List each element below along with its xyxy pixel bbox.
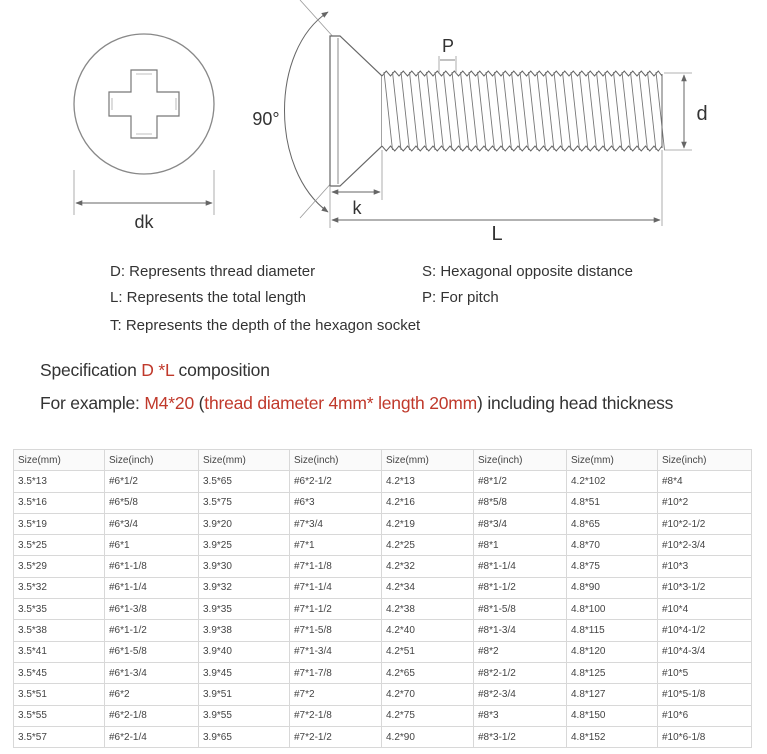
col-header: Size(inch) [658, 450, 752, 471]
table-cell: 3.5*29 [14, 556, 105, 577]
table-cell: 3.5*13 [14, 471, 105, 492]
table-row [14, 599, 752, 620]
table-cell: 3.9*35 [199, 599, 290, 620]
table-row [14, 492, 752, 513]
table-row [14, 662, 752, 683]
table-cell: 3.9*40 [199, 641, 290, 662]
screw-side-view [330, 36, 665, 186]
table-cell: 4.2*102 [567, 471, 658, 492]
table-cell: 4.8*120 [567, 641, 658, 662]
table-cell: 4.2*16 [382, 492, 474, 513]
table-cell: 3.9*45 [199, 662, 290, 683]
table-cell: #6*1/2 [105, 471, 199, 492]
table-row [14, 641, 752, 662]
table-cell: #7*1-1/8 [290, 556, 382, 577]
table-cell: #7*1-1/2 [290, 599, 382, 620]
table-cell: 3.9*20 [199, 513, 290, 534]
table-cell: 4.8*51 [567, 492, 658, 513]
col-header: Size(mm) [567, 450, 658, 471]
table-cell: 3.5*55 [14, 705, 105, 726]
table-cell: 3.5*51 [14, 684, 105, 705]
table-cell: #7*2-1/2 [290, 726, 382, 747]
table-cell: 4.8*150 [567, 705, 658, 726]
table-cell: #10*3-1/2 [658, 577, 752, 598]
table-cell: #6*3/4 [105, 513, 199, 534]
table-cell: #10*2 [658, 492, 752, 513]
table-cell: #10*6 [658, 705, 752, 726]
table-cell: 3.5*75 [199, 492, 290, 513]
d-label: d [696, 103, 708, 125]
table-cell: #7*2 [290, 684, 382, 705]
table-cell: #6*2-1/2 [290, 471, 382, 492]
spec-formula: D *L [141, 360, 174, 380]
legend-d: D: Represents thread diameter [110, 263, 316, 280]
spec-suffix: composition [173, 360, 270, 380]
table-cell: #8*1/2 [474, 471, 567, 492]
table-cell: #10*2-1/2 [658, 513, 752, 534]
table-cell: #7*2-1/8 [290, 705, 382, 726]
table-cell: 3.5*16 [14, 492, 105, 513]
table-cell: 3.5*41 [14, 641, 105, 662]
table-cell: 4.8*125 [567, 662, 658, 683]
l-label: L [491, 223, 503, 245]
table-cell: 3.9*25 [199, 535, 290, 556]
table-header-row [14, 450, 752, 471]
table-row [14, 577, 752, 598]
table-cell: #8*2 [474, 641, 567, 662]
table-cell: #6*1-3/4 [105, 662, 199, 683]
dk-label: dk [134, 212, 154, 232]
table-row [14, 556, 752, 577]
legend-l: L: Represents the total length [110, 289, 306, 306]
table-cell: #6*1-1/4 [105, 577, 199, 598]
table-cell: #8*2-3/4 [474, 684, 567, 705]
phillips-cross-icon [109, 70, 179, 138]
table-cell: #10*4-1/2 [658, 620, 752, 641]
table-cell: 4.2*25 [382, 535, 474, 556]
table-cell: #8*1-3/4 [474, 620, 567, 641]
example-prefix: For example: [40, 393, 145, 413]
table-cell: #6*1-1/2 [105, 620, 199, 641]
table-cell: #7*1-5/8 [290, 620, 382, 641]
pitch-label: P [441, 36, 455, 56]
table-cell: #7*1 [290, 535, 382, 556]
table-cell: 4.8*100 [567, 599, 658, 620]
head-top-view [74, 34, 214, 232]
pitch-indicator [439, 36, 456, 74]
size-table [13, 449, 752, 748]
table-cell: #6*2-1/8 [105, 705, 199, 726]
table-cell: #10*4 [658, 599, 752, 620]
col-header: Size(inch) [290, 450, 382, 471]
table-cell: #7*3/4 [290, 513, 382, 534]
table-cell: #10*2-3/4 [658, 535, 752, 556]
table-cell: #7*1-7/8 [290, 662, 382, 683]
table-cell: #6*2 [105, 684, 199, 705]
table-cell: #10*5 [658, 662, 752, 683]
table-cell: 3.5*38 [14, 620, 105, 641]
table-row [14, 535, 752, 556]
table-cell: 4.2*90 [382, 726, 474, 747]
table-cell: #7*1-1/4 [290, 577, 382, 598]
legend-p: P: For pitch [422, 289, 499, 306]
example-suffix: ) including head thickness [477, 393, 674, 413]
screw-diagram [0, 0, 767, 250]
example-size: M4*20 [144, 393, 194, 413]
table-cell: 3.5*45 [14, 662, 105, 683]
table-cell: #8*3/4 [474, 513, 567, 534]
table-row [14, 726, 752, 747]
table-cell: #10*3 [658, 556, 752, 577]
table-cell: 4.2*40 [382, 620, 474, 641]
k-label: k [352, 198, 362, 218]
table-cell: 4.2*19 [382, 513, 474, 534]
table-cell: #8*1-1/4 [474, 556, 567, 577]
example-paren: ( [193, 393, 205, 413]
table-cell: #10*6-1/8 [658, 726, 752, 747]
table-cell: #8*1 [474, 535, 567, 556]
table-cell: 4.8*70 [567, 535, 658, 556]
table-cell: 4.2*75 [382, 705, 474, 726]
table-cell: 3.5*57 [14, 726, 105, 747]
col-header: Size(mm) [382, 450, 474, 471]
col-header: Size(mm) [199, 450, 290, 471]
col-header: Size(inch) [105, 450, 199, 471]
table-cell: 4.8*90 [567, 577, 658, 598]
angle-indicator [252, 0, 336, 218]
example-explanation: thread diameter 4mm* length 20mm [204, 393, 478, 413]
spec-prefix: Specification [40, 360, 142, 380]
table-row [14, 620, 752, 641]
table-cell: 4.2*51 [382, 641, 474, 662]
table-cell: 4.2*65 [382, 662, 474, 683]
table-cell: 4.2*38 [382, 599, 474, 620]
table-row [14, 513, 752, 534]
table-cell: #6*1-3/8 [105, 599, 199, 620]
table-cell: #6*5/8 [105, 492, 199, 513]
table-cell: #8*1-5/8 [474, 599, 567, 620]
table-cell: 4.2*32 [382, 556, 474, 577]
table-row [14, 705, 752, 726]
table-cell: 4.8*75 [567, 556, 658, 577]
table-cell: #8*3 [474, 705, 567, 726]
table-cell: 3.9*55 [199, 705, 290, 726]
table-cell: 3.9*51 [199, 684, 290, 705]
table-cell: 4.2*34 [382, 577, 474, 598]
length-indicator [332, 150, 662, 245]
table-cell: #6*1 [105, 535, 199, 556]
table-cell: 3.5*32 [14, 577, 105, 598]
legend-s: S: Hexagonal opposite distance [422, 263, 633, 280]
table-row [14, 684, 752, 705]
table-cell: 3.9*30 [199, 556, 290, 577]
table-cell: 4.8*65 [567, 513, 658, 534]
table-cell: #6*1-5/8 [105, 641, 199, 662]
col-header: Size(mm) [14, 450, 105, 471]
table-cell: #6*3 [290, 492, 382, 513]
table-cell: 4.8*127 [567, 684, 658, 705]
table-cell: 4.2*70 [382, 684, 474, 705]
table-cell: #7*1-3/4 [290, 641, 382, 662]
table-row [14, 471, 752, 492]
table-cell: #6*2-1/4 [105, 726, 199, 747]
diameter-indicator [664, 73, 708, 150]
table-cell: #8*5/8 [474, 492, 567, 513]
table-cell: 4.8*152 [567, 726, 658, 747]
table-cell: #10*4-3/4 [658, 641, 752, 662]
specification-line [40, 360, 270, 381]
example-line [40, 393, 673, 414]
table-cell: 3.5*19 [14, 513, 105, 534]
table-cell: 3.9*32 [199, 577, 290, 598]
angle-label: 90° [252, 109, 280, 129]
table-cell: 3.5*25 [14, 535, 105, 556]
table-cell: #8*3-1/2 [474, 726, 567, 747]
table-cell: 3.9*65 [199, 726, 290, 747]
table-cell: #8*4 [658, 471, 752, 492]
table-cell: #8*2-1/2 [474, 662, 567, 683]
legend-t: T: Represents the depth of the hexagon socket [110, 317, 421, 334]
table-cell: 3.5*65 [199, 471, 290, 492]
table-cell: 3.9*38 [199, 620, 290, 641]
col-header: Size(inch) [474, 450, 567, 471]
table-cell: 3.5*35 [14, 599, 105, 620]
table-body [14, 471, 752, 748]
table-cell: 4.2*13 [382, 471, 474, 492]
table-cell: 4.8*115 [567, 620, 658, 641]
table-cell: #6*1-1/8 [105, 556, 199, 577]
table-cell: #8*1-1/2 [474, 577, 567, 598]
table-cell: #10*5-1/8 [658, 684, 752, 705]
